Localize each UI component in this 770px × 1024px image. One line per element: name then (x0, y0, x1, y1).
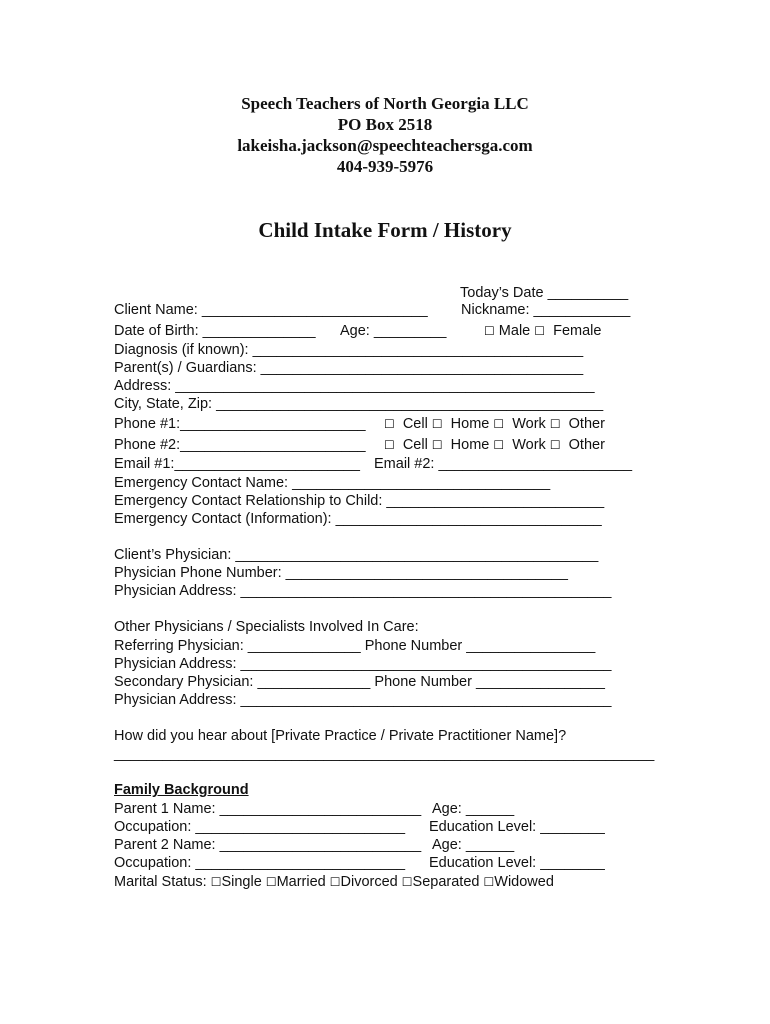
gender-options (484, 322, 601, 340)
hear-about-question: How did you hear about [Private Practice / Private Practitioner Name]? (114, 728, 567, 744)
family-background-heading: Family Background (114, 782, 249, 798)
other-label: Other (568, 437, 605, 453)
referring-address-field[interactable]: Physician Address: ______________________________________________ (114, 656, 612, 672)
divorced-checkbox[interactable]: ☐ (329, 875, 341, 889)
email1-field[interactable]: Email #1:_______________________ (114, 456, 360, 472)
male-checkbox[interactable]: ☐ (484, 324, 495, 338)
parents-field[interactable]: Parent(s) / Guardians: ________________________________________ (114, 360, 584, 376)
phone1-home-checkbox[interactable]: ☐ (431, 417, 443, 431)
emergency-name-field[interactable]: Emergency Contact Name: ________________________________ (114, 475, 551, 491)
widowed-label: Widowed (494, 874, 554, 890)
phone2-other-checkbox[interactable]: ☐ (549, 438, 561, 452)
married-label: Married (276, 874, 326, 890)
education2-field[interactable]: Education Level: ________ (429, 855, 605, 871)
single-checkbox[interactable]: ☐ (210, 875, 222, 889)
parent1-name-field[interactable]: Parent 1 Name: _________________________ (114, 801, 422, 817)
separated-checkbox[interactable]: ☐ (401, 875, 413, 889)
phone1-work-checkbox[interactable]: ☐ (493, 417, 505, 431)
referring-physician-field[interactable]: Referring Physician: ______________ Phone Number ________________ (114, 638, 596, 654)
phone1-type-options (384, 415, 605, 433)
occupation1-field[interactable]: Occupation: __________________________ (114, 819, 406, 835)
occupation2-field[interactable]: Occupation: __________________________ (114, 855, 406, 871)
diagnosis-field[interactable]: Diagnosis (if known): _________________________________________ (114, 342, 584, 358)
email2-field[interactable]: Email #2: ________________________ (374, 456, 633, 472)
org-email: lakeisha.jackson@speechteachersga.com (237, 136, 533, 155)
parent1-age-field[interactable]: Age: ______ (432, 801, 515, 817)
form-title: Child Intake Form / History (258, 218, 512, 242)
phone2-cell-checkbox[interactable]: ☐ (384, 438, 395, 452)
age-field[interactable]: Age: _________ (340, 323, 447, 339)
todays-date-field[interactable]: Today’s Date __________ (460, 285, 629, 301)
phone2-field[interactable]: Phone #2:_______________________ (114, 437, 366, 453)
cell-label: Cell (402, 416, 428, 432)
address-field[interactable]: Address: ____________________________________________________ (114, 378, 595, 394)
single-label: Single (221, 874, 262, 890)
physician-address-field[interactable]: Physician Address: ______________________________________________ (114, 583, 612, 599)
hear-about-answer-line[interactable]: ___________________________________________________________________ (114, 746, 655, 762)
home-label: Home (450, 416, 490, 432)
client-name-field[interactable]: Client Name: ____________________________ (114, 302, 428, 318)
secondary-physician-field[interactable]: Secondary Physician: ______________ Phone Number ________________ (114, 674, 605, 690)
home-label: Home (450, 437, 490, 453)
emergency-relationship-field[interactable]: Emergency Contact Relationship to Child: ___________________________ (114, 493, 605, 509)
physician-phone-field[interactable]: Physician Phone Number: ___________________________________ (114, 565, 568, 581)
po-box: PO Box 2518 (337, 115, 433, 134)
phone1-field[interactable]: Phone #1:_______________________ (114, 416, 366, 432)
phone2-work-checkbox[interactable]: ☐ (493, 438, 505, 452)
widowed-checkbox[interactable]: ☐ (483, 875, 495, 889)
work-label: Work (512, 416, 546, 432)
other-label: Other (568, 416, 605, 432)
letterhead (0, 93, 770, 177)
org-name: Speech Teachers of North Georgia LLC (241, 94, 529, 113)
phone1-other-checkbox[interactable]: ☐ (549, 417, 561, 431)
female-label: Female (553, 323, 602, 339)
education1-field[interactable]: Education Level: ________ (429, 819, 605, 835)
other-physicians-label: Other Physicians / Specialists Involved In Care: (114, 619, 419, 635)
client-physician-field[interactable]: Client’s Physician: _____________________________________________ (114, 547, 599, 563)
phone2-home-checkbox[interactable]: ☐ (431, 438, 443, 452)
emergency-info-field[interactable]: Emergency Contact (Information): _________________________________ (114, 511, 602, 527)
work-label: Work (512, 437, 546, 453)
cell-label: Cell (402, 437, 428, 453)
phone2-type-options (384, 436, 605, 454)
parent2-age-field[interactable]: Age: ______ (432, 837, 515, 853)
married-checkbox[interactable]: ☐ (265, 875, 277, 889)
female-checkbox[interactable]: ☐ (534, 324, 546, 338)
org-phone: 404-939-5976 (336, 157, 434, 176)
city-state-zip-field[interactable]: City, State, Zip: ________________________________________________ (114, 396, 604, 412)
separated-label: Separated (412, 874, 480, 890)
male-label: Male (498, 323, 531, 339)
parent2-name-field[interactable]: Parent 2 Name: _________________________ (114, 837, 422, 853)
divorced-label: Divorced (340, 874, 398, 890)
nickname-field[interactable]: Nickname: ____________ (461, 302, 631, 318)
secondary-address-field[interactable]: Physician Address: ______________________________________________ (114, 692, 612, 708)
dob-field[interactable]: Date of Birth: ______________ (114, 323, 316, 339)
marital-status-label: Marital Status: (114, 874, 207, 890)
phone1-cell-checkbox[interactable]: ☐ (384, 417, 395, 431)
marital-status-row (114, 873, 554, 891)
